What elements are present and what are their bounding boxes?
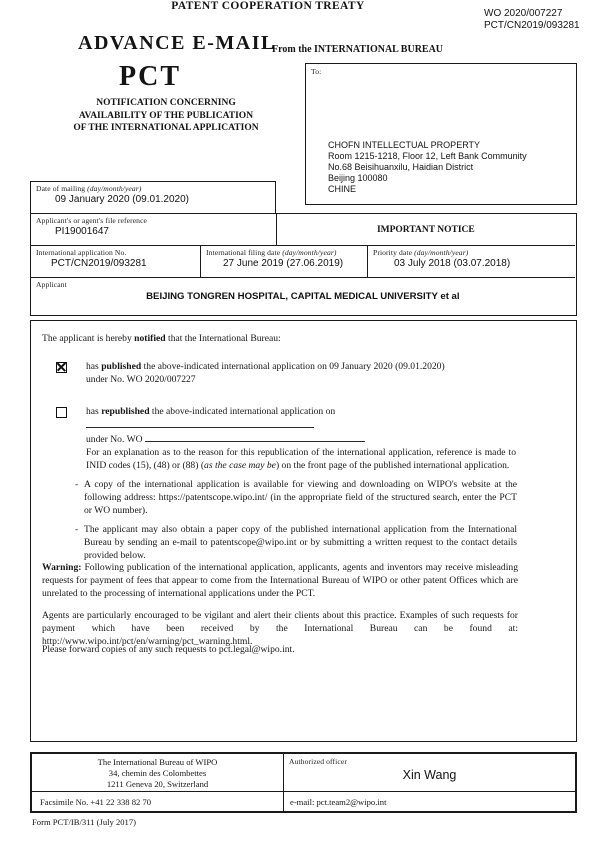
intl-filing-date-label: International filing date (day/month/year) — [206, 248, 337, 257]
applicant-label: Applicant — [36, 280, 67, 289]
dash-marker: - — [75, 524, 79, 535]
agents-paragraph: Agents are particularly encouraged to be vigilant and alert their clients about this practice. Examples of such requests for payment which have been received by the International Bureau can be found at: http://www.wipo.int/pct/en/warning/pct_warning.html. — [42, 610, 518, 647]
intl-filing-date-value: 27 June 2019 (27.06.2019) — [223, 258, 344, 269]
form-identifier: Form PCT/IB/311 (July 2017) — [32, 817, 137, 827]
dash-marker: - — [75, 479, 79, 490]
application-data-table — [30, 213, 577, 316]
to-label: To: — [311, 67, 322, 76]
notification-body-box — [30, 320, 577, 742]
authorized-officer-cell — [284, 754, 575, 791]
authorized-officer-label: Authorized officer — [289, 757, 347, 766]
warning-paragraph: Warning: Following publication of the international application, applicants, agents and inventors may receive misleading requests for payment of fees that appear to come from the International Bureau of WIPO or other patent Offices which are unrelated to the processing of international applications under the PCT. — [42, 562, 518, 599]
facsimile-cell — [32, 791, 284, 811]
forward-requests-line: Please forward copies of any such requests to pct.legal@wipo.int. — [42, 644, 295, 655]
access-info-list — [75, 478, 517, 568]
priority-date-label: Priority date (day/month/year) — [373, 248, 469, 257]
intl-filing-date-cell — [201, 246, 368, 278]
pct-number: PCT/CN2019/093281 — [484, 20, 580, 31]
notification-heading: NOTIFICATION CONCERNING AVAILABILITY OF THE PUBLICATION OF THE INTERNATIONAL APPLICATION — [73, 98, 259, 133]
republished-date-blank — [86, 418, 314, 428]
officer-email: e-mail: pct.team2@wipo.int — [290, 797, 387, 807]
to-address-box — [305, 63, 577, 205]
bureau-address: The International Bureau of WIPO 34, chemin des Colombettes 1211 Geneva 20, Switzerland — [97, 757, 218, 789]
intl-application-no-label: International application No. — [36, 248, 127, 257]
republished-item: has republished the above-indicated international application on under No. WO For an explanation as to the reason for this republication of the international application, reference is made to INID codes (15), (48) or (88) (as the case may be) on the front page of the published international application. — [86, 406, 516, 471]
file-reference-label: Applicant's or agent's file reference — [36, 216, 148, 225]
list-item: - A copy of the international application is available for viewing and downloading on WIPO's website at the following address: https://patentscope.wipo.int/ (in the appropriate field of the structured search, enter the PCT or WO number). — [75, 479, 517, 516]
republication-explanation: For an explanation as to the reason for this republication of the international application, reference is made to INID codes (15), (48) or (88) (as the case may be) on the front page of the published international application. — [86, 447, 516, 471]
published-item: has published the above-indicated international application on 09 January 2020 (09.01.2020) under No. WO 2020/007227 — [86, 360, 548, 386]
advance-email-title: ADVANCE E-MAIL — [78, 32, 276, 54]
published-checkbox — [56, 362, 67, 373]
file-reference-value: PI19001647 — [55, 226, 109, 237]
date-of-mailing-box — [30, 181, 276, 214]
pct-logo: PCT — [119, 61, 181, 92]
bureau-address-cell — [32, 754, 284, 791]
applicant-cell — [31, 278, 575, 313]
date-of-mailing-value: 09 January 2020 (09.01.2020) — [55, 194, 189, 205]
intl-application-no-value: PCT/CN2019/093281 — [51, 258, 147, 269]
priority-date-cell — [368, 246, 575, 278]
publication-numbers — [484, 8, 580, 32]
applicant-value: BEIJING TONGREN HOSPITAL, CAPITAL MEDICAL UNIVERSITY et al — [146, 291, 460, 302]
footer-table — [30, 752, 577, 813]
file-reference-cell — [31, 214, 277, 246]
date-of-mailing-label: Date of mailing (day/month/year) — [36, 184, 142, 193]
facsimile-number: Facsimile No. +41 22 338 82 70 — [40, 797, 152, 807]
republished-checkbox — [56, 407, 67, 418]
intro-line: The applicant is hereby notified that the International Bureau: — [42, 333, 281, 344]
wo-number: WO 2020/007227 — [484, 8, 563, 19]
published-under-no: under No. WO 2020/007227 — [86, 374, 196, 385]
republished-number-blank — [145, 432, 365, 442]
list-item: - The applicant may also obtain a paper copy of the published international application from the International Bureau by sending an e-mail to patentscope@wipo.int or by submitting a written request to the contact details provided below. — [75, 524, 517, 561]
important-notice: IMPORTANT NOTICE — [277, 214, 575, 246]
email-cell — [284, 791, 575, 811]
authorized-officer-name: Xin Wang — [402, 768, 457, 782]
intl-application-no-cell — [31, 246, 201, 278]
from-bureau-line: From the INTERNATIONAL BUREAU — [272, 44, 444, 55]
priority-date-value: 03 July 2018 (03.07.2018) — [394, 258, 511, 269]
recipient-address: CHOFN INTELLECTUAL PROPERTY Room 1215-1218, Floor 12, Left Bank Community No.68 Beisihuanxilu, Haidian District Beijing 100080 CHINE — [328, 140, 527, 194]
treaty-title: PATENT COOPERATION TREATY — [171, 0, 365, 12]
